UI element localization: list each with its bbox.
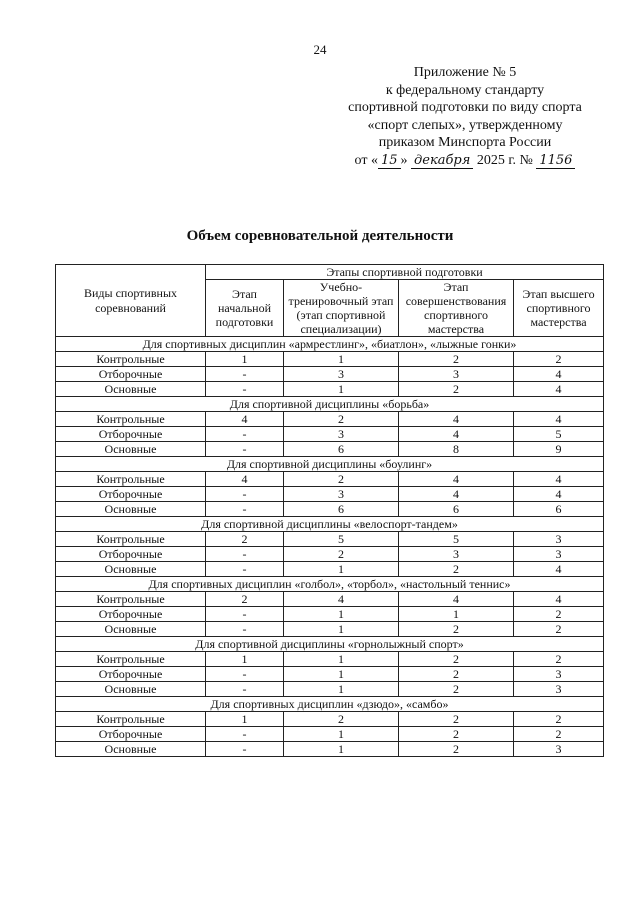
- appendix-line: Приложение № 5: [413, 65, 517, 80]
- order-prefix: от «: [354, 152, 378, 168]
- value-cell: -: [206, 367, 284, 382]
- competition-type-cell: Основные: [56, 442, 206, 457]
- competition-type-cell: Отборочные: [56, 427, 206, 442]
- group-title: Для спортивных дисциплин «дзюдо», «самбо»: [56, 697, 604, 712]
- order-day: 15: [378, 154, 401, 169]
- value-cell: 1: [206, 652, 284, 667]
- appendix-line: приказом Минспорта России: [378, 135, 552, 150]
- value-cell: 1: [284, 727, 399, 742]
- value-cell: 2: [206, 532, 284, 547]
- value-cell: 2: [284, 712, 399, 727]
- value-cell: 1: [284, 742, 399, 757]
- value-cell: 2: [514, 352, 604, 367]
- column-header: Этап начальной подготовки: [206, 280, 284, 337]
- group-row: [56, 577, 604, 592]
- value-cell: -: [206, 487, 284, 502]
- value-cell: 4: [399, 427, 514, 442]
- table-row: [56, 727, 604, 742]
- order-number: 1156: [536, 154, 575, 169]
- competition-type-cell: Контрольные: [56, 712, 206, 727]
- competition-type-cell: Основные: [56, 742, 206, 757]
- table-row: [56, 442, 604, 457]
- value-cell: 1: [284, 652, 399, 667]
- competition-type-cell: Основные: [56, 502, 206, 517]
- value-cell: 2: [514, 727, 604, 742]
- table-row: [56, 367, 604, 382]
- value-cell: 4: [399, 412, 514, 427]
- competition-type-cell: Основные: [56, 682, 206, 697]
- value-cell: -: [206, 667, 284, 682]
- competition-type-cell: Контрольные: [56, 532, 206, 547]
- table-row: [56, 682, 604, 697]
- value-cell: 9: [514, 442, 604, 457]
- value-cell: 5: [284, 532, 399, 547]
- value-cell: 1: [206, 712, 284, 727]
- value-cell: -: [206, 607, 284, 622]
- value-cell: 2: [399, 667, 514, 682]
- stages-header: Этапы спортивной подготовки: [206, 265, 604, 280]
- value-cell: -: [206, 682, 284, 697]
- value-cell: 1: [284, 622, 399, 637]
- value-cell: 4: [514, 592, 604, 607]
- group-row: [56, 637, 604, 652]
- table-row: [56, 427, 604, 442]
- value-cell: -: [206, 442, 284, 457]
- table-row: [56, 712, 604, 727]
- table-row: [56, 547, 604, 562]
- appendix-line: «спорт слепых», утвержденному: [367, 117, 563, 133]
- table-row: [56, 592, 604, 607]
- competition-type-cell: Основные: [56, 382, 206, 397]
- table-row: [56, 532, 604, 547]
- value-cell: 4: [206, 472, 284, 487]
- value-cell: 3: [514, 742, 604, 757]
- value-cell: 2: [399, 712, 514, 727]
- group-title: Для спортивных дисциплин «голбол», «торбол», «настольный теннис»: [56, 577, 604, 592]
- table-row: [56, 412, 604, 427]
- table-row: [56, 652, 604, 667]
- table-row: [56, 562, 604, 577]
- group-title: Для спортивной дисциплины «горнолыжный спорт»: [56, 637, 604, 652]
- table-row: [56, 622, 604, 637]
- value-cell: 2: [514, 712, 604, 727]
- group-row: [56, 337, 604, 352]
- value-cell: 2: [399, 742, 514, 757]
- value-cell: 1: [284, 352, 399, 367]
- competition-type-cell: Отборочные: [56, 547, 206, 562]
- group-row: [56, 457, 604, 472]
- value-cell: 3: [514, 682, 604, 697]
- value-cell: 6: [284, 442, 399, 457]
- value-cell: 1: [284, 562, 399, 577]
- competition-type-cell: Основные: [56, 562, 206, 577]
- appendix-line: к федеральному стандарту: [385, 82, 545, 98]
- value-cell: 2: [514, 622, 604, 637]
- order-year: 2025 г. №: [476, 152, 533, 168]
- competition-type-cell: Отборочные: [56, 487, 206, 502]
- order-mid: »: [400, 152, 408, 168]
- value-cell: 3: [399, 547, 514, 562]
- table-body: [56, 337, 604, 757]
- value-cell: 6: [399, 502, 514, 517]
- value-cell: 4: [514, 367, 604, 382]
- group-title: Для спортивной дисциплины «боулинг»: [56, 457, 604, 472]
- group-row: [56, 517, 604, 532]
- value-cell: 4: [514, 562, 604, 577]
- value-cell: 2: [399, 727, 514, 742]
- value-cell: 1: [284, 382, 399, 397]
- table-row: [56, 352, 604, 367]
- value-cell: 3: [284, 367, 399, 382]
- competition-type-cell: Отборочные: [56, 667, 206, 682]
- group-title: Для спортивной дисциплины «борьба»: [56, 397, 604, 412]
- competition-type-cell: Контрольные: [56, 412, 206, 427]
- table-row: [56, 472, 604, 487]
- value-cell: 3: [514, 547, 604, 562]
- competition-type-cell: Отборочные: [56, 727, 206, 742]
- group-row: [56, 697, 604, 712]
- value-cell: 2: [399, 622, 514, 637]
- value-cell: 2: [399, 682, 514, 697]
- table-row: [56, 667, 604, 682]
- competition-type-cell: Контрольные: [56, 472, 206, 487]
- value-cell: 2: [399, 652, 514, 667]
- column-header: Этап совершенствования спортивного мастерства: [399, 280, 514, 337]
- value-cell: 2: [206, 592, 284, 607]
- competition-type-cell: Контрольные: [56, 352, 206, 367]
- value-cell: 1: [284, 667, 399, 682]
- value-cell: 8: [399, 442, 514, 457]
- value-cell: 4: [514, 412, 604, 427]
- competition-type-cell: Контрольные: [56, 592, 206, 607]
- value-cell: -: [206, 727, 284, 742]
- value-cell: -: [206, 562, 284, 577]
- value-cell: 2: [399, 382, 514, 397]
- column-header: Этап высшего спортивного мастерства: [514, 280, 604, 337]
- value-cell: 4: [284, 592, 399, 607]
- competition-type-cell: Отборочные: [56, 367, 206, 382]
- table-row: [56, 502, 604, 517]
- value-cell: 5: [399, 532, 514, 547]
- value-cell: 4: [399, 592, 514, 607]
- value-cell: -: [206, 742, 284, 757]
- table-row: [56, 742, 604, 757]
- value-cell: 1: [206, 352, 284, 367]
- value-cell: -: [206, 382, 284, 397]
- value-cell: 2: [284, 547, 399, 562]
- competition-table: [55, 264, 604, 757]
- value-cell: -: [206, 427, 284, 442]
- value-cell: 4: [399, 472, 514, 487]
- value-cell: 4: [514, 487, 604, 502]
- competition-type-cell: Основные: [56, 622, 206, 637]
- value-cell: 2: [284, 412, 399, 427]
- value-cell: 5: [514, 427, 604, 442]
- value-cell: 1: [284, 607, 399, 622]
- value-cell: 1: [284, 682, 399, 697]
- competition-type-cell: Отборочные: [56, 607, 206, 622]
- value-cell: 4: [514, 472, 604, 487]
- value-cell: 1: [399, 607, 514, 622]
- group-title: Для спортивных дисциплин «армрестлинг», «биатлон», «лыжные гонки»: [56, 337, 604, 352]
- value-cell: 2: [284, 472, 399, 487]
- group-title: Для спортивной дисциплины «велоспорт-тандем»: [56, 517, 604, 532]
- value-cell: 3: [284, 487, 399, 502]
- value-cell: 3: [514, 532, 604, 547]
- appendix-line: спортивной подготовки по виду спорта: [348, 100, 582, 115]
- value-cell: 2: [399, 352, 514, 367]
- group-row: [56, 397, 604, 412]
- value-cell: 6: [284, 502, 399, 517]
- value-cell: -: [206, 622, 284, 637]
- table-row: [56, 382, 604, 397]
- value-cell: -: [206, 502, 284, 517]
- row-header: Виды спортивных соревнований: [56, 265, 206, 337]
- appendix-block: [330, 64, 600, 169]
- value-cell: 2: [514, 607, 604, 622]
- value-cell: 4: [514, 382, 604, 397]
- value-cell: 4: [399, 487, 514, 502]
- value-cell: -: [206, 547, 284, 562]
- table-row: [56, 607, 604, 622]
- value-cell: 2: [514, 652, 604, 667]
- value-cell: 6: [514, 502, 604, 517]
- page-number: 24: [313, 42, 327, 57]
- value-cell: 3: [399, 367, 514, 382]
- competition-type-cell: Контрольные: [56, 652, 206, 667]
- value-cell: 3: [284, 427, 399, 442]
- order-month: декабря: [411, 154, 473, 169]
- order-date-line: [330, 152, 600, 170]
- table-row: [56, 487, 604, 502]
- document-title: Объем соревновательной деятельности: [186, 228, 454, 244]
- value-cell: 4: [206, 412, 284, 427]
- column-header: Учебно-тренировочный этап (этап спортивной специализации): [284, 280, 399, 337]
- value-cell: 2: [399, 562, 514, 577]
- value-cell: 3: [514, 667, 604, 682]
